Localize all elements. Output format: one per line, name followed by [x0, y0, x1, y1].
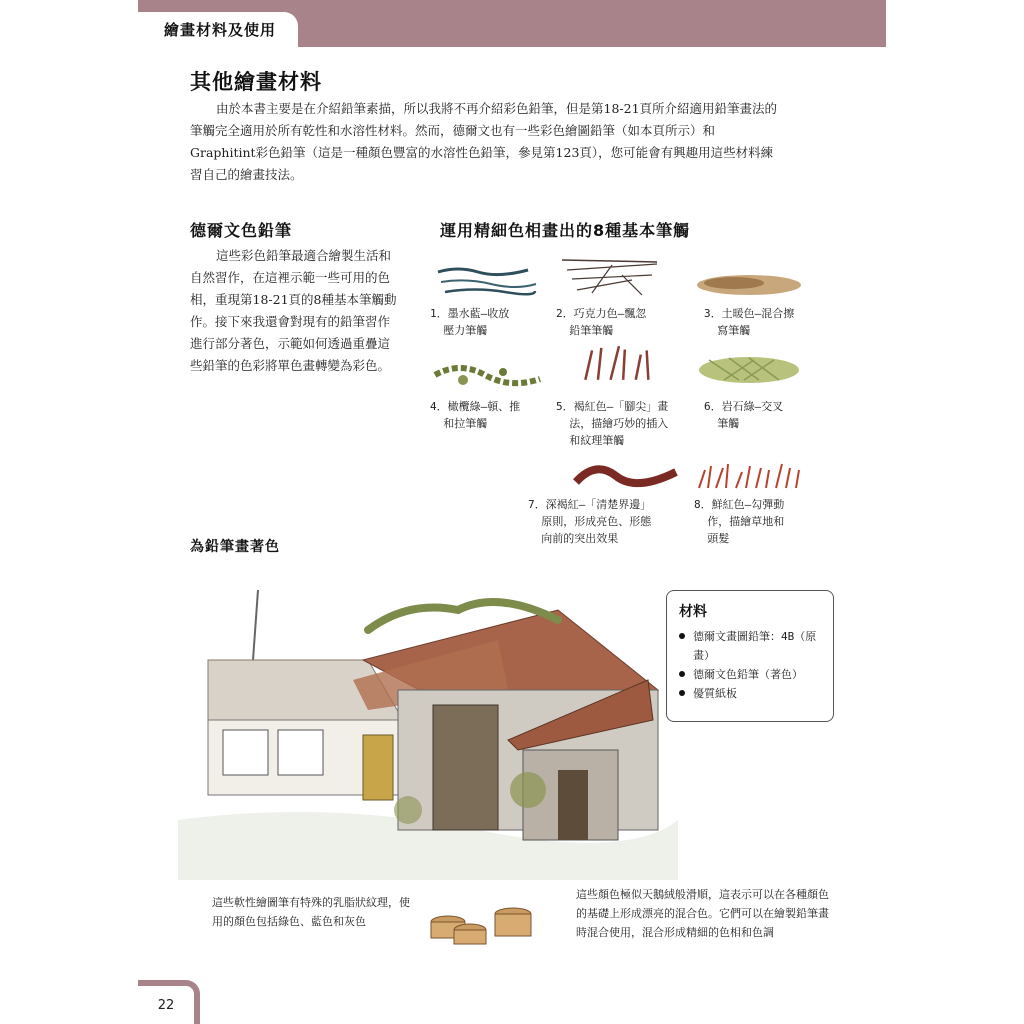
stroke-swatch-5 [568, 342, 680, 384]
bullet-icon [679, 671, 685, 677]
stroke-caption-8: 8．鮮紅色—勾彈動 作，描繪草地和 頭髮 [694, 498, 785, 545]
stroke-caption-5: 5．褐紅色—「腳尖」畫 法，描繪巧妙的插入 和紋理筆觸 [556, 400, 669, 447]
stroke-swatch-8 [694, 452, 806, 494]
page-title: 其他繪畫材料 [190, 70, 322, 94]
materials-title: 材料 [679, 604, 707, 620]
bullet-icon [679, 690, 685, 696]
derwent-paragraph: 這些彩色鉛筆最適合繪製生活和自然習作，在這裡示範一些可用的色相，重現第18-21頁的8種基本筆觸動作。接下來我還會對現有的鉛筆習作進行部分著色，示範如何透過重疊這些鉛筆的色彩將單色畫轉變為彩色。 [190, 248, 397, 373]
stroke-swatch-2 [552, 255, 664, 297]
stroke-caption-2: 2．巧克力色—飄忽 鉛筆筆觸 [556, 307, 647, 337]
note-right: 這些顏色極似天鵝絨般滑順，這表示可以在各種顏色的基礎上形成漂亮的混合色。它們可以在繪製鉛筆畫時混合使用，混合形成精細的色相和色調 [576, 888, 829, 939]
stroke-swatch-7 [568, 452, 680, 494]
materials-item: 優質紙板 [679, 684, 821, 703]
barn-illustration [178, 570, 678, 880]
stroke-swatch-1 [433, 260, 545, 302]
page [138, 0, 886, 1024]
note-left: 這些軟性繪圖筆有特殊的乳脂狀紋理，使用的顏色包括綠色、藍色和灰色 [212, 896, 410, 928]
materials-item: 德爾文色鉛筆（著色） [679, 665, 821, 684]
section-tab: 繪畫材料及使用 [138, 12, 298, 47]
strokes-heading: 運用精細色相畫出的8種基本筆觸 [440, 221, 691, 240]
buckets-illustration [428, 900, 538, 948]
stroke-swatch-3 [694, 265, 806, 307]
stroke-caption-1: 1．墨水藍—收放 壓力筆觸 [430, 307, 510, 337]
intro-paragraph: 由於本書主要是在介紹鉛筆素描，所以我將不再介紹彩色鉛筆，但是第18-21頁所介紹適用鉛筆畫法的筆觸完全適用於所有乾性和水溶性材料。然而，德爾文也有一些彩色繪圖鉛筆（如本頁所示）和Graphitint彩色鉛筆（這是一種顏色豐富的水溶性色鉛筆，參見第123頁），您可能會有興趣用這些材料練習自己的繪畫技法。 [190, 101, 778, 182]
bullet-icon [679, 633, 685, 639]
materials-item: 德爾文畫圖鉛筆：4B（原畫） [679, 627, 821, 665]
stroke-swatch-6 [694, 350, 806, 392]
materials-box [666, 590, 834, 722]
stroke-caption-6: 6．岩石綠—交叉 筆觸 [704, 400, 784, 430]
stroke-swatch-4 [433, 355, 545, 397]
stroke-caption-7: 7．深褐紅—「清楚界邊」 原則，形成亮色、形態 向前的突出效果 [528, 498, 652, 545]
stroke-caption-3: 3．土暖色—混合擦 寫筆觸 [704, 307, 795, 337]
coloring-heading: 為鉛筆畫著色 [190, 539, 280, 555]
stroke-caption-4: 4．橄欖綠—頓、推 和拉筆觸 [430, 400, 521, 430]
page-number: 22 [138, 980, 200, 1024]
derwent-heading: 德爾文色鉛筆 [190, 221, 293, 240]
